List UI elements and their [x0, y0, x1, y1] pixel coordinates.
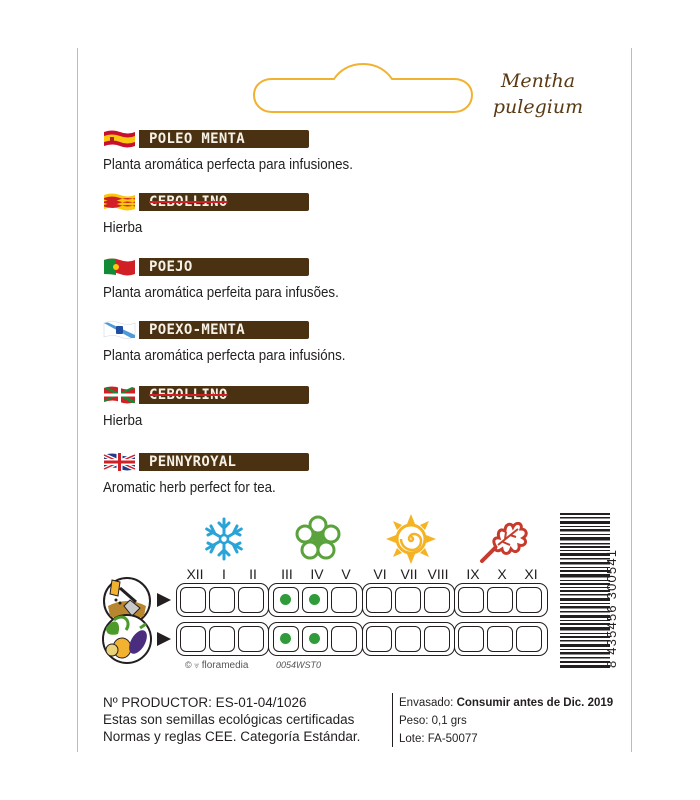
sowing-dot	[309, 594, 320, 605]
lang-block-galician	[103, 320, 367, 365]
sowing-arrow-icon	[157, 593, 171, 607]
galicia-flag-icon	[103, 320, 136, 340]
harvest-cell-i	[209, 626, 235, 652]
lot-number: Lote: FA-50077	[399, 733, 478, 745]
description-eu: Hierba	[103, 413, 143, 429]
left-edge-line	[77, 48, 78, 752]
sowing-cell-x	[487, 587, 513, 613]
sowing-cell-vi	[366, 587, 392, 613]
harvest-cell-xi	[516, 626, 542, 652]
sowing-cell-xi	[516, 587, 542, 613]
harvest-cell-xii	[180, 626, 206, 652]
common-name-pt: POEJO	[149, 259, 193, 275]
sowing-cell-iii	[273, 587, 299, 613]
month-label: V	[341, 566, 351, 582]
description-en: Aromatic herb perfect for tea.	[103, 480, 276, 496]
organic-certification: Estas son semillas ecológicas certificadas	[103, 712, 355, 727]
description-pt: Planta aromática perfeita para infusões.	[103, 285, 339, 301]
harvest-dot	[309, 633, 320, 644]
basque-flag-icon	[103, 385, 136, 405]
description-gl: Planta aromática perfecta para infusións.	[103, 348, 346, 364]
month-label: X	[497, 566, 507, 582]
month-label: VIII	[427, 566, 449, 582]
barcode	[560, 513, 610, 668]
uk-flag-icon	[103, 452, 136, 472]
harvest-arrow-icon	[157, 632, 171, 646]
common-name-eu: CEBOLLINO	[149, 387, 228, 403]
lang-block-catalan	[103, 192, 308, 237]
sowing-cell-viii	[424, 587, 450, 613]
harvest-cell-iv	[302, 626, 328, 652]
month-label: IX	[466, 566, 480, 582]
sowing-cell-ix	[458, 587, 484, 613]
month-label: VII	[400, 566, 418, 582]
sowing-cell-ii	[238, 587, 264, 613]
harvest-cell-ii	[238, 626, 264, 652]
latin-name	[488, 68, 588, 120]
sowing-cell-iv	[302, 587, 328, 613]
catalonia-flag-icon	[103, 192, 136, 212]
lang-block-portuguese	[103, 257, 359, 302]
harvest-icon	[100, 612, 154, 666]
common-name-gl: POEXO-MENTA	[149, 322, 246, 338]
latin-name-line2: pulegium	[492, 96, 584, 118]
lang-block-basque	[103, 385, 308, 430]
harvest-dot	[280, 633, 291, 644]
month-label: VI	[373, 566, 387, 582]
month-label: I	[222, 566, 226, 582]
snowflake-icon	[200, 515, 248, 563]
harvest-cell-x	[487, 626, 513, 652]
harvest-cell-viii	[424, 626, 450, 652]
packaging-info	[399, 694, 613, 748]
harvest-cell-iii	[273, 626, 299, 652]
floramedia-logo-icon: ⩔	[194, 660, 200, 670]
sowing-cell-xii	[180, 587, 206, 613]
harvest-cell-vii	[395, 626, 421, 652]
month-label: II	[249, 566, 257, 582]
producer-info	[103, 694, 360, 745]
portugal-flag-icon	[103, 257, 136, 277]
latin-name-line1: Mentha	[500, 70, 576, 92]
harvest-cell-v	[331, 626, 357, 652]
month-label: IV	[310, 566, 324, 582]
description-es: Planta aromática perfecta para infusiones.	[103, 157, 353, 173]
month-label: XII	[186, 566, 204, 582]
spain-flag-icon	[103, 129, 136, 149]
print-code: 0054WST0	[276, 660, 322, 670]
flower-icon	[294, 515, 342, 563]
brand-name: floramedia	[201, 660, 249, 671]
oak-leaf-icon	[478, 515, 530, 565]
barcode-number: 8 435456 300541	[604, 548, 619, 668]
right-edge-line	[631, 48, 632, 752]
common-name-es: POLEO MENTA	[149, 131, 246, 147]
weight: Peso: 0,1 grs	[399, 715, 467, 727]
producer-number: Nº PRODUCTOR: ES-01-04/1026	[103, 695, 307, 710]
packaged-label: Envasado:	[399, 697, 454, 709]
sowing-cell-i	[209, 587, 235, 613]
month-label: XI	[524, 566, 538, 582]
sowing-cell-vii	[395, 587, 421, 613]
harvest-cell-vi	[366, 626, 392, 652]
common-name-ca: CEBOLLINO	[149, 194, 228, 210]
hang-hole-outline	[252, 62, 474, 118]
footer-divider	[392, 693, 393, 747]
month-label: III	[281, 566, 293, 582]
sun-icon	[385, 513, 437, 565]
best-before: Consumir antes de Dic. 2019	[456, 697, 614, 709]
lang-block-spanish	[103, 129, 375, 174]
common-name-en: PENNYROYAL	[149, 454, 237, 470]
copyright-symbol: ©	[185, 660, 192, 670]
sowing-dot	[280, 594, 291, 605]
sowing-cell-v	[331, 587, 357, 613]
brand-credit	[185, 660, 248, 671]
description-ca: Hierba	[103, 220, 143, 236]
standards-category: Normas y reglas CEE. Categoría Estándar.	[103, 729, 361, 744]
harvest-cell-ix	[458, 626, 484, 652]
lang-block-english	[103, 452, 308, 497]
